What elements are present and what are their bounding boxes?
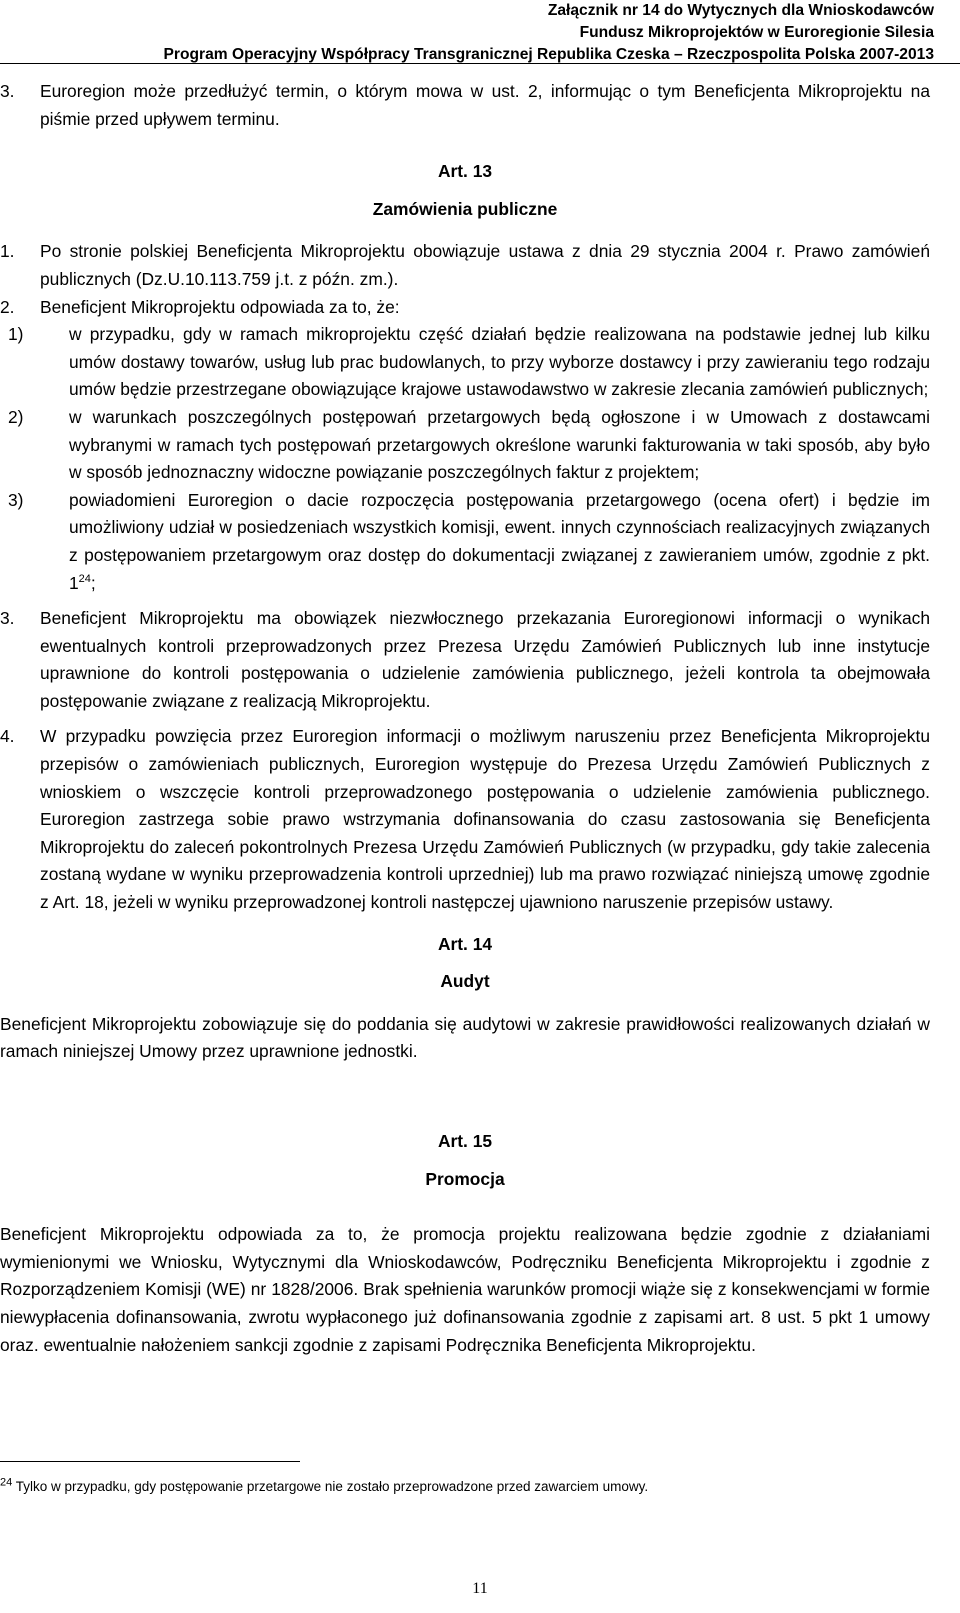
paragraph-text: Euroregion może przedłużyć termin, o którym mowa w ust. 2, informując o tym Beneficjenta Mikroprojektu na piśmie przed upływem terminu. — [40, 81, 930, 129]
document-body — [0, 78, 930, 1359]
art13-paragraph-1 — [0, 238, 930, 293]
art13-subtitle: Zamówienia publiczne — [372, 198, 558, 219]
header-divider — [0, 63, 960, 64]
art13-item-3 — [8, 487, 930, 597]
item-number: 1) — [8, 324, 24, 345]
paragraph-number: 3. — [0, 81, 15, 101]
footnote — [0, 1478, 930, 1496]
paragraph-text: Po stronie polskiej Beneficjenta Mikroprojektu obowiązuje ustawa z dnia 29 stycznia 2004 r. Prawo zamówień publicznych (Dz.U.10.113.759 j.t. z późn. zm.). — [40, 241, 930, 289]
item-number: 3) — [8, 489, 24, 510]
header-line-2: Fundusz Mikroprojektów w Euroregionie Silesia — [579, 24, 934, 41]
art15-title: Art. 15 — [437, 1131, 493, 1151]
art12-paragraph-3 — [0, 78, 930, 133]
art15-text: Beneficjent Mikroprojektu odpowiada za to, że promocja projektu realizowana będzie zgodnie z działaniami wymienionymi we Wniosku, Wytycznymi dla Wnioskodawców, Podręczniku Beneficjenta Mikroprojektu i zgodnie z Rozporządzeniem Komisji (WE) nr 1828/2006. Brak spełnienia warunków promocji wiąże się z konsekwencjami w formie niewypłacenia dofinansowania, zwrotu wypłaconego już dofinansowania zgodnie z zapisami art. 8 ust. 5 pkt 1 umowy oraz. ewentualnie nałożeniem sankcji zgodnie z zapisami Podręcznika Beneficjenta Mikroprojektu. — [0, 1224, 930, 1355]
art14-title: Art. 14 — [437, 933, 493, 954]
paragraph-number: 1. — [0, 241, 15, 262]
page-number: 11 — [472, 1580, 488, 1597]
footnote-text: Tylko w przypadku, gdy postępowanie przetargowe nie zostało przeprowadzone przed zawarciem umowy. — [12, 1479, 649, 1494]
footnote-separator — [0, 1461, 300, 1462]
art14-subtitle: Audyt — [440, 971, 490, 992]
paragraph-text: Beneficjent Mikroprojektu odpowiada za to, że: — [40, 296, 400, 317]
art13-paragraph-3 — [0, 605, 930, 715]
paragraph-text: W przypadku powzięcia przez Euroregion informacji o możliwym naruszeniu przez Beneficjenta Mikroprojektu przepisów o zamówieniach publicznych, Euroregion występuje do Prezesa Urzędu Zamówień Publicznych z wnioskiem o wszczęcie kontroli przeprowadzonego postępowania o udzielenie zamówienia publicznego. Euroregion zastrzega sobie prawo wstrzymania dofinansowania do czasu zastosowania się Beneficjenta Mikroprojektu do zaleceń pokontrolnych Prezesa Urzędu Zamówień Publicznych (w przypadku, gdy takie zalecenia zostaną wydane w wyniku przeprowadzenia kontroli uprzedniej) lub ma prawo rozwiązać niniejszą umowę zgodnie z Art. 18, jeżeli w wyniku przeprowadzonej kontroli następczej ujawniono naruszenie przepisów ustawy. — [40, 726, 930, 913]
paragraph-text: Beneficjent Mikroprojektu ma obowiązek niezwłocznego przekazania Euroregionowi informacji o wynikach ewentualnych kontroli przeprowadzonych przez Prezesa Urzędu Zamówień Publicznych lub inne instytucje uprawnione do kontroli postępowania o udzielenie zamówienia publicznego, jeżeli kontrola ta obejmowała postępowanie związane z realizacją Mikroprojektu. — [40, 608, 930, 711]
item-text: w warunkach poszczególnych postępowań przetargowych będą ogłoszone i w Umowach z dostawcami wybranymi w ramach tych postępowań przetargowych określone warunki fakturowania w taki sposób, aby było w sposób jednoznaczny widoczne powiązanie poszczególnych faktur z projektem; — [69, 406, 930, 483]
art15-subtitle: Promocja — [425, 1168, 505, 1189]
art13-item-2 — [8, 404, 930, 487]
item-text-end: ; — [90, 572, 96, 593]
paragraph-number: 3. — [0, 608, 15, 629]
art13-paragraph-4 — [0, 723, 930, 916]
art13-item-1 — [8, 321, 930, 404]
art13-paragraph-2 — [0, 294, 930, 322]
item-text — [69, 487, 930, 597]
item-text: w przypadku, gdy w ramach mikroprojektu część działań będzie realizowana na podstawie jednej lub kilku umów dostawy towarów, usług lub prac budowlanych, to przy wyborze dostawcy i przy zawieraniu tego rodzaju umów będzie przestrzegane obowiązujące krajowe ustawodawstwo w zakresie zlecania zamówień publicznych; — [69, 324, 930, 400]
footnote-reference[interactable]: 24 — [78, 572, 91, 585]
paragraph-number: 2. — [0, 296, 15, 317]
document-header — [0, 0, 934, 66]
paragraph-number: 4. — [0, 726, 15, 747]
art14-text: Beneficjent Mikroprojektu zobowiązuje się do poddania się audytowi w zakresie prawidłowości realizowanych działań w ramach niniejszej Umowy przez uprawnione jednostki. — [0, 1013, 930, 1062]
item-text-body: powiadomieni Euroregion o dacie rozpoczęcia postępowania przetargowego (ocena ofert) i będzie im umożliwiony udział w posiedzeniach wszystkich komisji, ewent. innych czynnościach realizacyjnych związanych z postępowaniem przetargowym oraz dostęp do dokumentacji związanej z zawieraniem umów, zgodnie z pkt. 1 — [69, 489, 930, 593]
header-line-1: Załącznik nr 14 do Wytycznych dla Wnioskodawców — [547, 2, 934, 19]
item-number: 2) — [8, 406, 24, 427]
footnote-number: 24 — [0, 1476, 13, 1489]
header-line-3: Program Operacyjny Współpracy Transgranicznej Republika Czeska – Rzeczpospolita Polska 2007-2013 — [163, 46, 934, 63]
art13-title: Art. 13 — [437, 161, 493, 182]
